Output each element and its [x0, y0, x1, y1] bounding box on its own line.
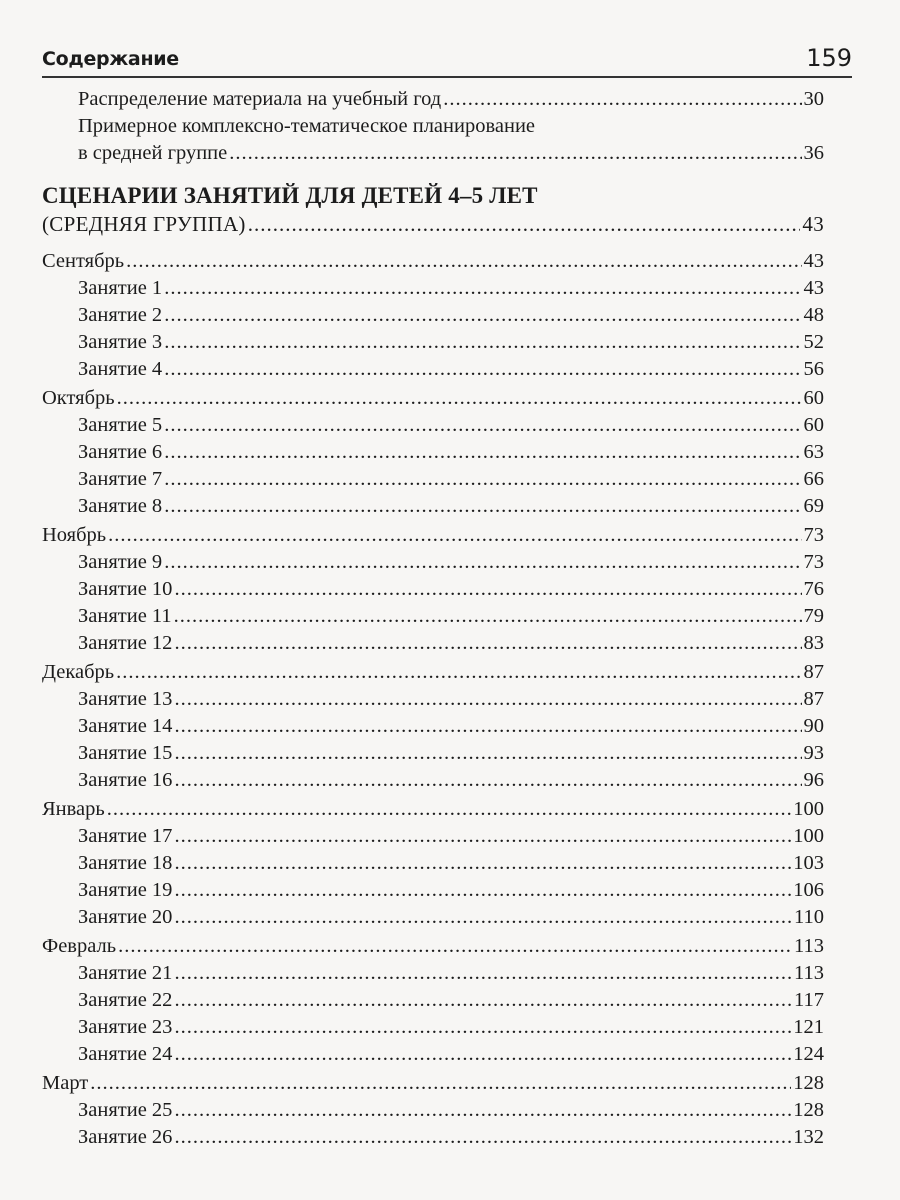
- month-entry-label: Ноябрь: [42, 524, 107, 546]
- lesson-entry-label: Занятие 25: [78, 1099, 173, 1121]
- lesson-entry-label: Занятие 21: [78, 962, 173, 984]
- dot-leader: [248, 211, 801, 238]
- dot-leader: [174, 1124, 791, 1151]
- lesson-entry-label: Занятие 10: [78, 578, 173, 600]
- lesson-entry-label: Занятие 17: [78, 825, 173, 847]
- lesson-entry-page: 48: [803, 304, 824, 326]
- lesson-entry-page: 100: [793, 825, 824, 847]
- lesson-entry-page: 103: [793, 852, 824, 874]
- lesson-entry-page: 96: [803, 769, 824, 791]
- lesson-entry: [42, 302, 824, 329]
- lesson-entry: [42, 686, 824, 713]
- dot-leader: [164, 302, 801, 329]
- lesson-entry: [42, 439, 824, 466]
- dot-leader: [164, 275, 801, 302]
- lesson-entry-page: 117: [794, 989, 824, 1011]
- month-entry-label: Сентябрь: [42, 250, 125, 272]
- lesson-entry-page: 106: [793, 879, 824, 901]
- dot-leader: [174, 686, 801, 713]
- month-entry: [42, 796, 824, 823]
- month-entry: [42, 933, 824, 960]
- lesson-entry-page: 79: [803, 605, 824, 627]
- lesson-entry-page: 52: [803, 331, 824, 353]
- dot-leader: [174, 1041, 791, 1068]
- page-number: 159: [806, 44, 852, 72]
- lesson-entry-label: Занятие 12: [78, 632, 173, 654]
- lesson-entry-page: 121: [793, 1016, 824, 1038]
- lesson-entry-label: Занятие 26: [78, 1126, 173, 1148]
- lesson-entry: [42, 412, 824, 439]
- lesson-entry-label: Занятие 5: [78, 414, 163, 436]
- lesson-entry: [42, 493, 824, 520]
- lesson-entry-page: 90: [803, 715, 824, 737]
- lesson-entry-page: 63: [803, 441, 824, 463]
- lesson-entry-page: 76: [803, 578, 824, 600]
- month-list: [42, 248, 824, 1151]
- dot-leader: [174, 877, 791, 904]
- month-entry-page: 87: [803, 661, 824, 683]
- lesson-entry: [42, 1097, 824, 1124]
- month-entry: [42, 659, 824, 686]
- lesson-entry-page: 124: [793, 1043, 824, 1065]
- section-page: 43: [802, 212, 824, 236]
- toc-entry: [42, 140, 824, 167]
- toc-entry-page: 36: [803, 142, 824, 164]
- dot-leader: [174, 1097, 791, 1124]
- month-entry-page: 128: [793, 1072, 824, 1094]
- toc-entry-page: 30: [803, 88, 824, 110]
- section-title: СЦЕНАРИИ ЗАНЯТИЙ ДЛЯ ДЕТЕЙ 4–5 ЛЕТ: [42, 183, 538, 208]
- month-entry: [42, 522, 824, 549]
- toc-entry-label: в средней группе: [78, 142, 228, 164]
- lesson-entry-page: 66: [803, 468, 824, 490]
- lesson-entry-label: Занятие 13: [78, 688, 173, 710]
- dot-leader: [116, 659, 801, 686]
- month-entry-page: 73: [803, 524, 824, 546]
- month-entry: [42, 248, 824, 275]
- dot-leader: [174, 740, 801, 767]
- header-title: Содержание: [42, 48, 179, 70]
- lesson-entry-page: 93: [803, 742, 824, 764]
- dot-leader: [174, 904, 792, 931]
- lesson-entry: [42, 904, 824, 931]
- lesson-entry: [42, 466, 824, 493]
- dot-leader: [174, 850, 791, 877]
- dot-leader: [443, 86, 801, 113]
- toc-entry-label: Примерное комплексно-тематическое планирование: [78, 115, 536, 137]
- lesson-entry-label: Занятие 18: [78, 852, 173, 874]
- lesson-entry: [42, 713, 824, 740]
- lesson-entry: [42, 329, 824, 356]
- month-entry-page: 60: [803, 387, 824, 409]
- month-entry-label: Январь: [42, 798, 105, 820]
- month-entry-page: 43: [803, 250, 824, 272]
- lesson-entry-label: Занятие 4: [78, 358, 163, 380]
- month-entry: [42, 385, 824, 412]
- lesson-entry: [42, 767, 824, 794]
- dot-leader: [164, 549, 801, 576]
- lesson-entry-label: Занятие 6: [78, 441, 163, 463]
- dot-leader: [126, 248, 801, 275]
- month-entry-label: Октябрь: [42, 387, 115, 409]
- lesson-entry-label: Занятие 3: [78, 331, 163, 353]
- lesson-entry: [42, 987, 824, 1014]
- dot-leader: [174, 823, 791, 850]
- dot-leader: [108, 522, 801, 549]
- month-entry-label: Февраль: [42, 935, 117, 957]
- lesson-entry-page: 87: [803, 688, 824, 710]
- dot-leader: [174, 1014, 791, 1041]
- lesson-entry: [42, 1041, 824, 1068]
- lesson-entry: [42, 275, 824, 302]
- lesson-entry: [42, 823, 824, 850]
- dot-leader: [174, 713, 801, 740]
- lesson-entry: [42, 1124, 824, 1151]
- lesson-entry: [42, 630, 824, 657]
- dot-leader: [118, 933, 792, 960]
- toc-entry: [42, 113, 824, 140]
- lesson-entry: [42, 356, 824, 383]
- lesson-entry-label: Занятие 1: [78, 277, 163, 299]
- dot-leader: [107, 796, 791, 823]
- dot-leader: [174, 767, 801, 794]
- dot-leader: [90, 1070, 791, 1097]
- lesson-entry-page: 83: [803, 632, 824, 654]
- lesson-entry-page: 132: [793, 1126, 824, 1148]
- lesson-entry-page: 60: [803, 414, 824, 436]
- section-subtitle: (СРЕДНЯЯ ГРУППА): [42, 212, 246, 236]
- lesson-entry-page: 128: [793, 1099, 824, 1121]
- lesson-entry: [42, 850, 824, 877]
- lesson-entry-page: 56: [803, 358, 824, 380]
- dot-leader: [164, 412, 801, 439]
- lesson-entry-label: Занятие 23: [78, 1016, 173, 1038]
- lesson-entry-label: Занятие 24: [78, 1043, 173, 1065]
- lesson-entry-page: 73: [803, 551, 824, 573]
- dot-leader: [174, 987, 792, 1014]
- toc-entry-label: Распределение материала на учебный год: [78, 88, 442, 110]
- dot-leader: [229, 140, 801, 167]
- dot-leader: [164, 329, 801, 356]
- dot-leader: [174, 960, 792, 987]
- lesson-entry-page: 43: [803, 277, 824, 299]
- lesson-entry: [42, 877, 824, 904]
- section-heading-cont: [42, 211, 824, 238]
- lesson-entry-label: Занятие 11: [78, 605, 172, 627]
- dot-leader: [117, 385, 802, 412]
- dot-leader: [164, 466, 801, 493]
- lesson-entry-page: 110: [794, 906, 824, 928]
- lesson-entry-label: Занятие 9: [78, 551, 163, 573]
- month-entry-label: Декабрь: [42, 661, 115, 683]
- lesson-entry-label: Занятие 15: [78, 742, 173, 764]
- month-entry: [42, 1070, 824, 1097]
- lesson-entry: [42, 1014, 824, 1041]
- dot-leader: [174, 576, 801, 603]
- dot-leader: [164, 439, 801, 466]
- lesson-entry: [42, 960, 824, 987]
- month-entry-page: 113: [794, 935, 824, 957]
- lesson-entry-label: Занятие 20: [78, 906, 173, 928]
- lesson-entry-page: 69: [803, 495, 824, 517]
- lesson-entry-label: Занятие 8: [78, 495, 163, 517]
- toc-entry: [42, 86, 824, 113]
- lesson-entry-label: Занятие 16: [78, 769, 173, 791]
- month-entry-page: 100: [793, 798, 824, 820]
- dot-leader: [164, 356, 801, 383]
- lesson-entry: [42, 603, 824, 630]
- dot-leader: [164, 493, 801, 520]
- lesson-entry: [42, 549, 824, 576]
- lesson-entry-page: 113: [794, 962, 824, 984]
- month-entry-label: Март: [42, 1072, 89, 1094]
- lesson-entry: [42, 740, 824, 767]
- lesson-entry-label: Занятие 22: [78, 989, 173, 1011]
- lesson-entry: [42, 576, 824, 603]
- lesson-entry-label: Занятие 19: [78, 879, 173, 901]
- section-heading: [42, 181, 824, 211]
- lesson-entry-label: Занятие 7: [78, 468, 163, 490]
- table-of-contents: [42, 86, 824, 1151]
- lesson-entry-label: Занятие 14: [78, 715, 173, 737]
- lesson-entry-label: Занятие 2: [78, 304, 163, 326]
- dot-leader: [174, 603, 802, 630]
- running-header: [42, 38, 852, 78]
- dot-leader: [174, 630, 801, 657]
